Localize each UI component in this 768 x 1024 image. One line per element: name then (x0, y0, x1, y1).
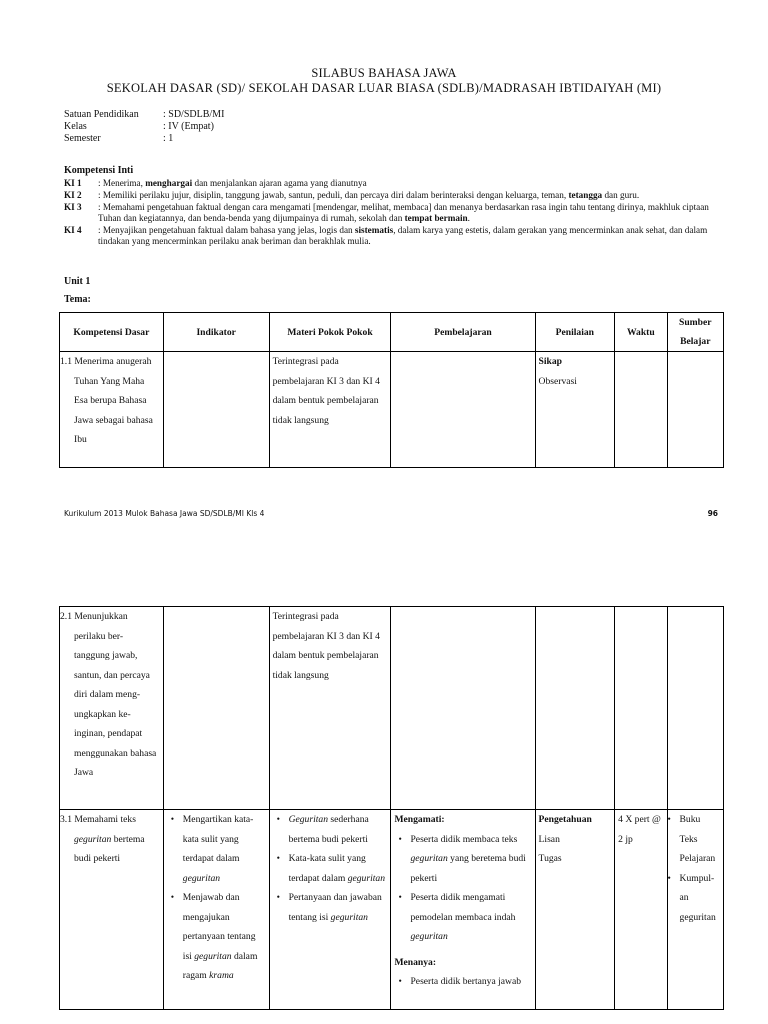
list-item (283, 849, 388, 888)
cell-materi: Terintegrasi pada pembelajaran KI 3 dan KI 4 dalam bentuk pembelajaran tidak langsung (269, 607, 391, 810)
ki-row (64, 225, 724, 247)
cell-materi (269, 810, 391, 1010)
col-pembelajaran: Pembelajaran (391, 313, 535, 352)
cell-kd (60, 810, 164, 1010)
kd-text: 3.1 Memahami teks (60, 814, 136, 825)
ki-row (64, 178, 724, 189)
col-penilaian: Penilaian (535, 313, 615, 352)
ki-text (98, 225, 724, 247)
materi-text: sederhana bertema budi pekerti (288, 814, 369, 845)
col-materi-pokok: Materi Pokok Pokok (269, 313, 391, 352)
col-waktu: Waktu (615, 313, 667, 352)
pembelajaran-italic: geguritan (410, 931, 448, 942)
list-item: • Kumpul- an geguritan (674, 869, 720, 928)
cell-waktu (615, 352, 667, 468)
ki-key: KI 3 (64, 202, 82, 212)
materi-text: Pertanyaan dan jawaban tentang isi (288, 892, 382, 923)
ki-row (64, 190, 724, 201)
kd-text-italic: geguritan (74, 833, 112, 845)
cell-kd: 1.1 Menerima anugerah Tuhan Yang Maha Esa berupa Bahasa Jawa sebagai bahasa Ibu (60, 352, 164, 468)
meta-block (64, 109, 224, 145)
table-row (60, 810, 724, 1010)
materi-italic: Geguritan (288, 814, 329, 825)
pembelajaran-heading: Mengamati: (394, 814, 445, 825)
meta-row (64, 109, 224, 121)
unit-label: Unit 1 (64, 276, 91, 287)
ki-text-bold: tempat bermain (404, 213, 468, 223)
indikator-text: dalam ragam (182, 950, 258, 981)
ki-text-part: , dalam karya yang estetis, dalam gerakan yang mencerminkan anak sehat, dan dalam tindakan yang mencerminkan perilaku anak beriman dan berakhlak mulia. (98, 225, 708, 246)
pembelajaran-italic: geguritan (410, 853, 448, 864)
list-item (283, 888, 388, 927)
list-item: • Buku Teks Pelajaran (674, 810, 720, 869)
cell-indikator (163, 352, 269, 468)
cell-pembelajaran (391, 810, 535, 1010)
meta-value: : SD/SDLB/MI (163, 109, 225, 120)
materi-italic: geguritan (330, 911, 368, 923)
ki-text-bold: tetangga (568, 190, 603, 200)
cell-indikator (163, 810, 269, 1010)
list-item: • Peserta didik bertanya jawab (404, 972, 531, 992)
col-indikator: Indikator (163, 313, 269, 352)
cell-penilaian (535, 352, 615, 468)
penilaian-title: Sikap (538, 356, 563, 367)
ki-text-part: . (467, 213, 470, 223)
meta-value: : IV (Empat) (163, 121, 214, 132)
penilaian-method: Observasi (538, 375, 577, 387)
col-sumber-belajar: Sumber Belajar (667, 313, 723, 352)
indikator-italic: krama (209, 970, 234, 981)
ki-text (98, 202, 724, 224)
syllabus-table-top (59, 312, 724, 468)
ki-text (98, 178, 724, 189)
list-item (283, 810, 388, 849)
cell-waktu: 4 X pert @ 2 jp (615, 810, 667, 1010)
list-item (404, 888, 531, 947)
cell-sumber (667, 810, 723, 1010)
page-footer (64, 509, 718, 518)
meta-row (64, 133, 224, 145)
meta-row (64, 121, 224, 133)
indikator-text: Mengartikan kata-kata sulit yang terdapat dalam (182, 814, 254, 864)
list-item (177, 810, 266, 888)
table-header-row (60, 313, 724, 352)
meta-key: Kelas (64, 121, 87, 132)
list-item (177, 888, 266, 986)
cell-sumber (667, 607, 723, 810)
ki-text-bold: sistematis (354, 225, 394, 235)
page-number: 96 (707, 509, 718, 518)
table-row (60, 607, 724, 810)
kd-text: bertema budi pekerti (74, 833, 145, 864)
ki-row (64, 202, 724, 224)
syllabus-table-continued (59, 606, 724, 1010)
ki-key: KI 4 (64, 225, 82, 235)
cell-pembelajaran (391, 607, 535, 810)
col-kompetensi-dasar: Kompetensi Dasar (60, 313, 164, 352)
materi-italic: geguritan (347, 872, 386, 884)
penilaian-method: Lisan (538, 833, 560, 845)
cell-penilaian (535, 607, 615, 810)
cell-pembelajaran (391, 352, 535, 468)
penilaian-title: Pengetahuan (538, 814, 592, 825)
materi-text: Kata-kata sulit yang terdapat dalam (288, 853, 366, 884)
tema-label: Tema: (64, 294, 91, 305)
school-title: SEKOLAH DASAR (SD)/ SEKOLAH DASAR LUAR BIASA (SDLB)/MADRASAH IBTIDAIYAH (MI) (106, 81, 662, 95)
ki-heading: Kompetensi Inti (64, 165, 134, 176)
table-row (60, 352, 724, 468)
cell-indikator (163, 607, 269, 810)
pembelajaran-text: Peserta didik mengamati pemodelan membaca indah (410, 892, 516, 923)
pembelajaran-text: Peserta didik membaca teks (410, 833, 518, 845)
meta-key: Semester (64, 133, 101, 144)
cell-sumber (667, 352, 723, 468)
cell-kd: 2.1 Menunjukkan perilaku ber- tanggung jawab, santun, dan percaya diri dalam meng- ungkapkan ke- inginan, pendapat menggunakan bahasa Jawa (60, 607, 164, 810)
footer-left: Kurikulum 2013 Mulok Bahasa Jawa SD/SDLB/MI Kls 4 (64, 509, 265, 518)
ki-text-part: : Memahami pengetahuan faktual dengan cara mengamati [mendengar, melihat, membaca] dan menanya berdasarkan rasa ingin tahu tentang dirinya, makhluk ciptaan Tuhan dan kegiatannya, dan benda-benda yang dijumpainya di rumah, sekolah dan (98, 202, 709, 223)
cell-materi: Terintegrasi pada pembelajaran KI 3 dan KI 4 dalam bentuk pembelajaran tidak langsung (269, 352, 391, 468)
pembelajaran-heading: Menanya: (394, 956, 437, 968)
indikator-italic: geguritan (194, 950, 232, 962)
ki-text-part: : Memiliki perilaku jujur, disiplin, tanggung jawab, santun, peduli, dan percaya diri dalam berinteraksi dengan keluarga, teman, (98, 190, 569, 200)
ki-text-bold: menghargai (145, 178, 193, 188)
syllabus-title: SILABUS BAHASA JAWA (311, 66, 457, 80)
ki-text-part: dan menjalankan ajaran agama yang dianutnya (192, 178, 367, 188)
ki-text-part: : Menerima, (98, 178, 146, 188)
ki-text (98, 190, 724, 201)
ki-key: KI 2 (64, 190, 82, 200)
indikator-text: Menjawab dan mengajukan pertanyaan tentang isi (182, 892, 256, 962)
cell-waktu (615, 607, 667, 810)
ki-list (64, 178, 724, 248)
ki-text-part: dan guru. (602, 190, 640, 200)
list-item (404, 830, 531, 889)
pembelajaran-text: yang beretema budi pekerti (410, 853, 526, 884)
penilaian-method: Tugas (538, 853, 562, 864)
ki-text-part: : Menyajikan pengetahuan faktual dalam bahasa yang jelas, logis dan (98, 225, 355, 235)
indikator-italic: geguritan (182, 872, 221, 884)
ki-key: KI 1 (64, 178, 82, 188)
meta-key: Satuan Pendidikan (64, 109, 139, 120)
cell-penilaian (535, 810, 615, 1010)
meta-value: : 1 (163, 133, 174, 144)
